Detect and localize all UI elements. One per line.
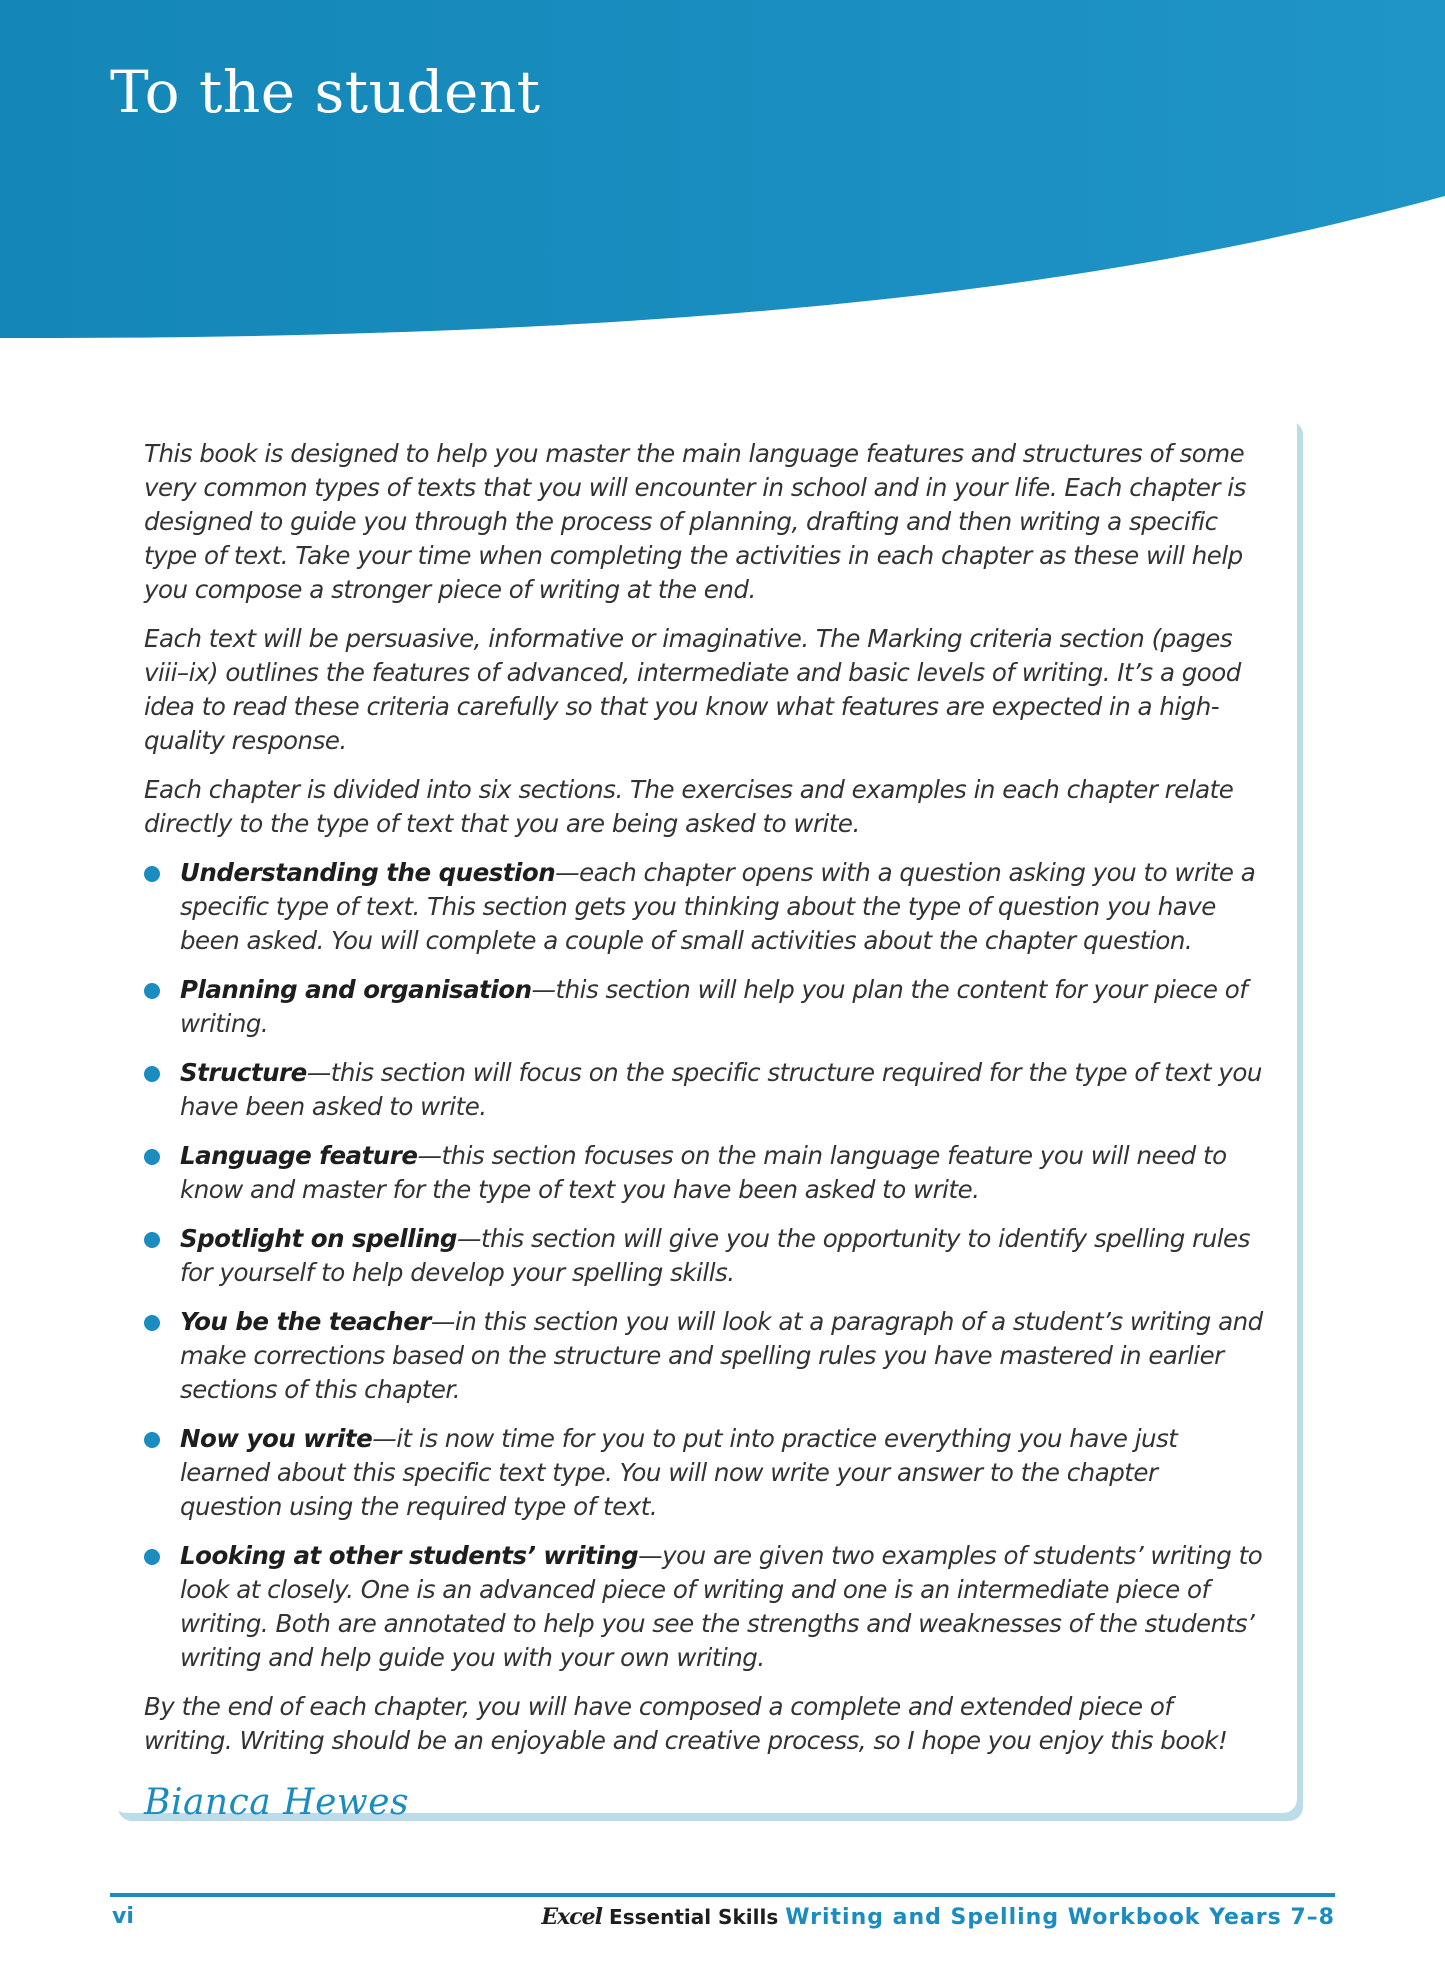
panel-body	[144, 437, 1264, 1823]
section-description: —this section will focus on the specific structure required for the type of text you have been asked to write.	[180, 1058, 1262, 1121]
section-item-language-feature	[144, 1139, 1264, 1207]
page-number: vi	[112, 1904, 134, 1929]
section-description: —this section will help you plan the content for your piece of writing.	[180, 975, 1248, 1038]
section-item-you-be-the-teacher	[144, 1305, 1264, 1407]
bullet-dot-icon	[144, 1232, 160, 1248]
brand-logo: Excel	[541, 1904, 603, 1930]
section-term: Spotlight on spelling	[180, 1224, 457, 1253]
content-panel	[112, 413, 1297, 1823]
section-item-now-you-write	[144, 1422, 1264, 1524]
bullet-dot-icon	[144, 1149, 160, 1165]
section-description: —in this section you will look at a paragraph of a student’s writing and make corrections based on the structure and spelling rules you have mastered in earlier sections of this chapter.	[180, 1307, 1263, 1404]
bullet-dot-icon	[144, 1315, 160, 1331]
section-term: Understanding the question	[180, 858, 556, 887]
page-footer	[110, 1900, 1335, 1934]
footer-book-title	[541, 1904, 1335, 1930]
page-title: To the student	[110, 58, 541, 126]
intro-paragraph-2: Each text will be persuasive, informative or imaginative. The Marking criteria section (pages viii–ix) outlines the features of advanced, intermediate and basic levels of writing. It’s a good idea to read these criteria carefully so that you know what features are expected in a high-quality response.	[144, 624, 1241, 755]
section-term: You be the teacher	[180, 1307, 431, 1336]
section-term: Now you write	[180, 1424, 373, 1453]
section-item-looking-at-other-students-writing	[144, 1539, 1264, 1675]
bullet-dot-icon	[144, 1066, 160, 1082]
bullet-dot-icon	[144, 1432, 160, 1448]
author-signature: Bianca Hewes	[144, 1782, 409, 1823]
footer-rule	[110, 1893, 1335, 1897]
intro-paragraph-3: Each chapter is divided into six sections. The exercises and examples in each chapter relate directly to the type of text that you are being asked to write.	[144, 775, 1234, 838]
book-title: Writing and Spelling Workbook Years 7–8	[785, 1905, 1335, 1930]
bullet-dot-icon	[144, 983, 160, 999]
intro-paragraph-1: This book is designed to help you master the main language features and structures of some very common types of texts that you will encounter in school and in your life. Each chapter is designed to guide you through the process of planning, drafting and then writing a specific type of text. Take your time when completing the activities in each chapter as these will help you compose a stronger piece of writing at the end.	[144, 439, 1246, 604]
section-description: —each chapter opens with a question asking you to write a specific type of text. This section gets you thinking about the type of question you have been asked. You will complete a couple of small activities about the chapter question.	[180, 858, 1256, 955]
section-term: Structure	[180, 1058, 307, 1087]
section-item-spotlight-on-spelling	[144, 1222, 1264, 1290]
section-item-planning-and-organisation	[144, 973, 1264, 1041]
bullet-dot-icon	[144, 866, 160, 882]
section-item-structure	[144, 1056, 1264, 1124]
bullet-dot-icon	[144, 1549, 160, 1565]
section-term: Planning and organisation	[180, 975, 532, 1004]
header-band	[0, 0, 1445, 340]
section-description: —it is now time for you to put into practice everything you have just learned about this specific text type. You will now write your answer to the chapter question using the required type of text.	[180, 1424, 1178, 1521]
closing-paragraph: By the end of each chapter, you will have composed a complete and extended piece of writing. Writing should be an enjoyable and creative process, so I hope you enjoy this book!	[144, 1692, 1228, 1755]
section-description: —this section focuses on the main language feature you will need to know and master for the type of text you have been asked to write.	[180, 1141, 1227, 1204]
section-list	[144, 856, 1264, 1675]
section-description: —you are given two examples of students’ writing to look at closely. One is an advanced piece of writing and one is an intermediate piece of writing. Both are annotated to help you see the strengths and weaknesses of the students’ writing and help guide you with your own writing.	[180, 1541, 1263, 1672]
section-term: Looking at other students’ writing	[180, 1541, 639, 1570]
section-term: Language feature	[180, 1141, 418, 1170]
series-name: Essential Skills	[609, 1905, 779, 1929]
section-description: —this section will give you the opportunity to identify spelling rules for yourself to help develop your spelling skills.	[180, 1224, 1250, 1287]
section-item-understanding-the-question	[144, 856, 1264, 958]
